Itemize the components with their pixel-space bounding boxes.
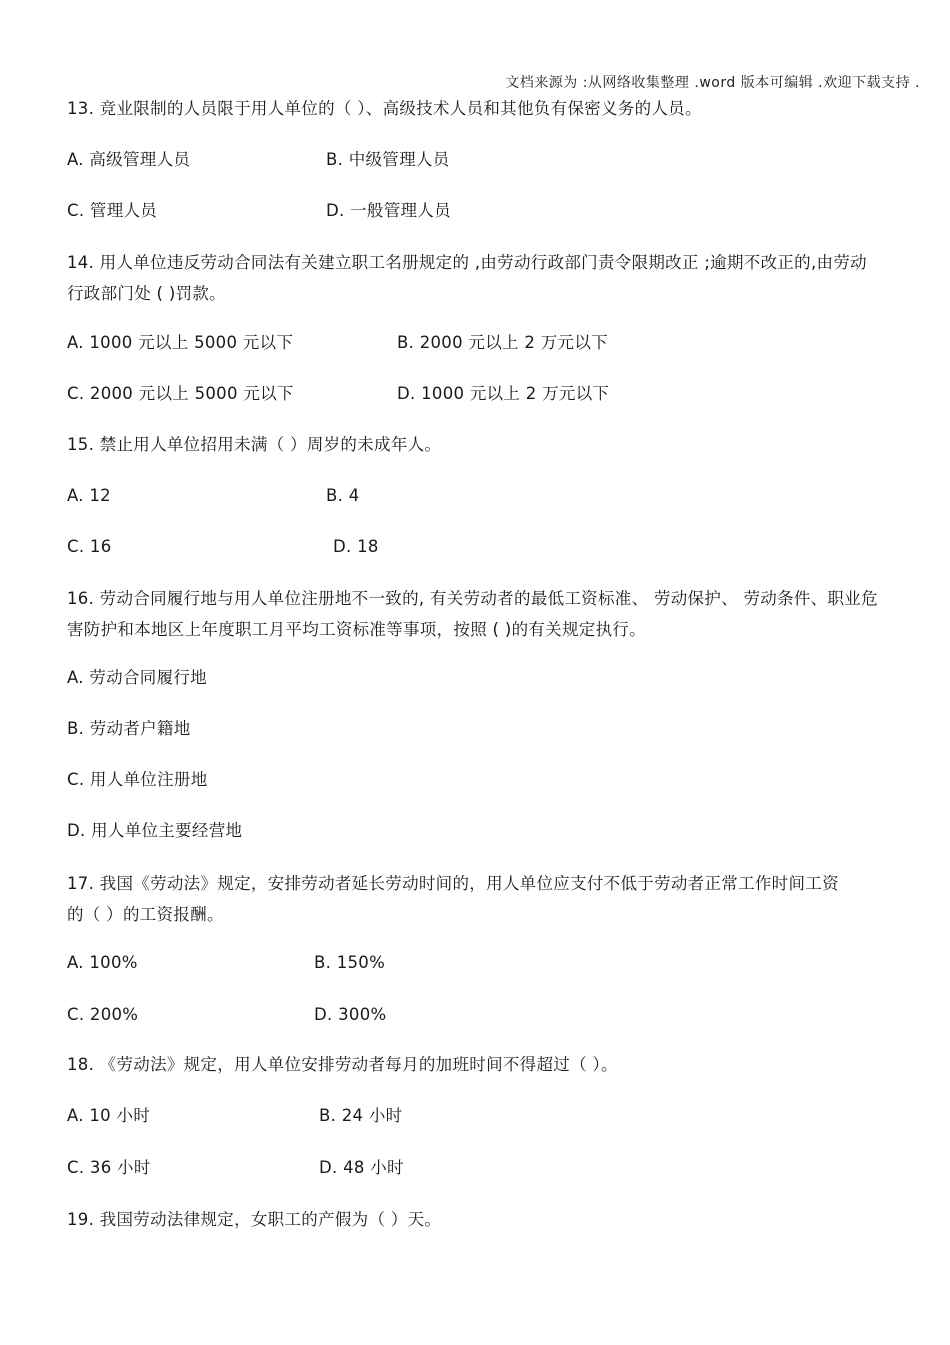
question-18-option-b: B. 24 小时 bbox=[319, 1106, 403, 1125]
question-17-option-b: B. 150% bbox=[314, 953, 386, 972]
question-13-option-c: C. 管理人员 bbox=[67, 201, 158, 220]
question-14-option-d: D. 1000 元以上 2 万元以下 bbox=[397, 384, 610, 403]
question-18-option-c: C. 36 小时 bbox=[67, 1158, 151, 1177]
question-15-stem: 15. 禁止用人单位招用未满（ ）周岁的未成年人。 bbox=[67, 435, 442, 454]
question-16-option-a: A. 劳动合同履行地 bbox=[67, 668, 207, 687]
page-header: 文档来源为 :从网络收集整理 .word 版本可编辑 .欢迎下载支持 . bbox=[505, 75, 920, 91]
question-16-option-c: C. 用人单位注册地 bbox=[67, 770, 208, 789]
question-19-stem: 19. 我国劳动法律规定，女职工的产假为（ ）天。 bbox=[67, 1210, 442, 1229]
question-14-stem: 14. 用人单位违反劳动合同法有关建立职工名册规定的 ,由劳动行政部门责令限期改正 ;逾期不改正的,由劳动行政部门处 ( )罚款。 bbox=[67, 253, 867, 303]
question-13-option-d: D. 一般管理人员 bbox=[326, 201, 451, 220]
question-16-option-b: B. 劳动者户籍地 bbox=[67, 719, 191, 738]
question-17-option-c: C. 200% bbox=[67, 1005, 139, 1024]
question-13-stem: 13. 竞业限制的人员限于用人单位的（ ）、高级技术人员和其他负有保密义务的人员。 bbox=[67, 99, 702, 118]
question-15-option-a: A. 12 bbox=[67, 486, 111, 505]
question-13-option-b: B. 中级管理人员 bbox=[326, 150, 450, 169]
question-16-stem: 16. 劳动合同履行地与用人单位注册地不一致的, 有关劳动者的最低工资标准、 劳动保护、 劳动条件、职业危害防护和本地区上年度职工月平均工资标准等事项，按照 ( )的有关规定执行。 bbox=[67, 589, 878, 639]
question-14-option-a: A. 1000 元以上 5000 元以下 bbox=[67, 333, 294, 352]
question-15-option-d: D. 18 bbox=[333, 537, 379, 556]
question-16-option-d: D. 用人单位主要经营地 bbox=[67, 821, 243, 840]
question-18-option-d: D. 48 小时 bbox=[319, 1158, 404, 1177]
question-15-option-c: C. 16 bbox=[67, 537, 112, 556]
question-18-option-a: A. 10 小时 bbox=[67, 1106, 151, 1125]
question-17-option-a: A. 100% bbox=[67, 953, 138, 972]
question-13-option-a: A. 高级管理人员 bbox=[67, 150, 191, 169]
question-15-option-b: B. 4 bbox=[326, 486, 360, 505]
question-17-option-d: D. 300% bbox=[314, 1005, 387, 1024]
question-14-option-b: B. 2000 元以上 2 万元以下 bbox=[397, 333, 608, 352]
question-14-option-c: C. 2000 元以上 5000 元以下 bbox=[67, 384, 294, 403]
question-18-stem: 18. 《劳动法》规定，用人单位安排劳动者每月的加班时间不得超过（ ）。 bbox=[67, 1055, 618, 1074]
question-17-stem: 17. 我国《劳动法》规定，安排劳动者延长劳动时间的，用人单位应支付不低于劳动者正常工作时间工资的（ ）的工资报酬。 bbox=[67, 874, 839, 924]
